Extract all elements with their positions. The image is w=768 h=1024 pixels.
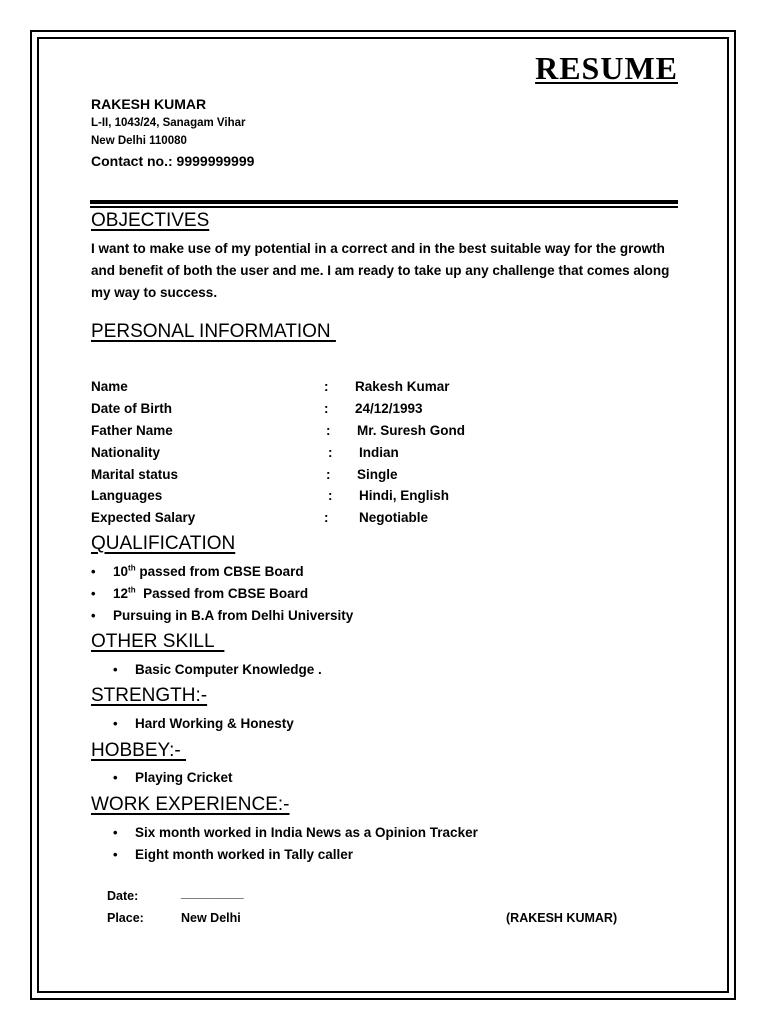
field-label: Name [91,379,128,395]
field-separator: : [328,444,333,460]
bullet-icon: • [113,825,118,840]
signature-name: (RAKESH KUMAR) [506,911,618,925]
field-separator: : [326,422,331,438]
objectives-heading: OBJECTIVES [91,210,210,231]
field-separator: : [324,510,329,526]
hobbey-heading: HOBBEY:- [91,740,187,761]
field-value: Negotiable [359,510,429,526]
qualification-text [113,561,304,583]
bullet-icon: • [113,716,118,731]
contact-number: Contact no.: 9999999999 [91,153,255,169]
field-label: Expected Salary [91,510,196,526]
work-experience-heading: WORK EXPERIENCE:- [91,794,290,815]
strength-heading: STRENGTH:- [91,685,208,706]
personal-info-table [91,376,465,529]
resume-title: RESUME [535,50,678,86]
personal-info-row [91,507,465,529]
qualification-detail: Passed from CBSE Board [135,586,309,601]
bullet-icon: • [91,608,96,623]
candidate-name: RAKESH KUMAR [91,96,207,112]
bullet-icon: • [113,847,118,862]
qualification-detail: passed from CBSE Board [135,564,304,579]
field-separator: : [324,379,329,395]
work-item-text: Six month worked in India News as a Opinion Tracker [135,825,478,840]
bullet-icon: • [91,564,96,579]
bullet-icon: • [113,770,118,785]
field-separator: : [328,488,333,504]
personal-info-heading: PERSONAL INFORMATION [91,321,336,342]
bullet-icon: • [91,586,96,601]
qualification-heading: QUALIFICATION [91,533,236,554]
field-label: Languages [91,488,163,504]
address-line-2: New Delhi 110080 [91,135,187,147]
field-label: Father Name [91,422,173,438]
qualification-text [113,583,308,605]
divider-thick-line [90,200,678,204]
place-label: Place: [107,911,144,925]
hobby-item-text: Playing Cricket [135,770,233,785]
header-divider [90,200,678,208]
field-value: Rakesh Kumar [355,379,450,395]
field-value: Indian [359,444,399,460]
qualification-suffix: th [128,563,136,573]
divider-thin-line [90,206,678,208]
field-separator: : [324,401,329,417]
address-line-1: L-II, 1043/24, Sanagam Vihar [91,117,246,129]
field-value: 24/12/1993 [355,401,423,417]
objectives-text: I want to make use of my potential in a correct and in the best suitable way for the growth and benefit of both the user and me. I am ready to take up any challenge that comes along my way to success. [91,241,670,300]
field-label: Date of Birth [91,401,172,417]
qualification-detail: Pursuing in B.A from Delhi University [113,608,354,623]
field-value: Hindi, English [359,488,449,504]
date-value: _________ [181,886,244,900]
personal-info-row [91,420,465,442]
other-skill-heading: OTHER SKILL [91,631,225,652]
field-label: Marital status [91,466,179,482]
field-value: Mr. Suresh Gond [357,422,466,438]
date-label: Date: [107,889,139,903]
personal-info-row [91,463,465,485]
personal-info-row [91,398,465,420]
skill-item-text: Basic Computer Knowledge . [135,662,322,677]
field-label: Nationality [91,444,161,460]
strength-item-text: Hard Working & Honesty [135,716,294,731]
personal-info-row [91,376,465,398]
contact-header [91,95,254,172]
place-value: New Delhi [181,911,241,925]
qualification-suffix: th [128,585,136,595]
bullet-icon: • [113,662,118,677]
qualification-text [113,605,353,627]
field-separator: : [326,466,331,482]
work-item-text: Eight month worked in Tally caller [135,847,354,862]
qualification-level: 12 [113,586,129,601]
personal-info-row [91,441,465,463]
qualification-level: 10 [113,564,129,579]
personal-info-row [91,485,465,507]
field-value: Single [357,466,398,482]
